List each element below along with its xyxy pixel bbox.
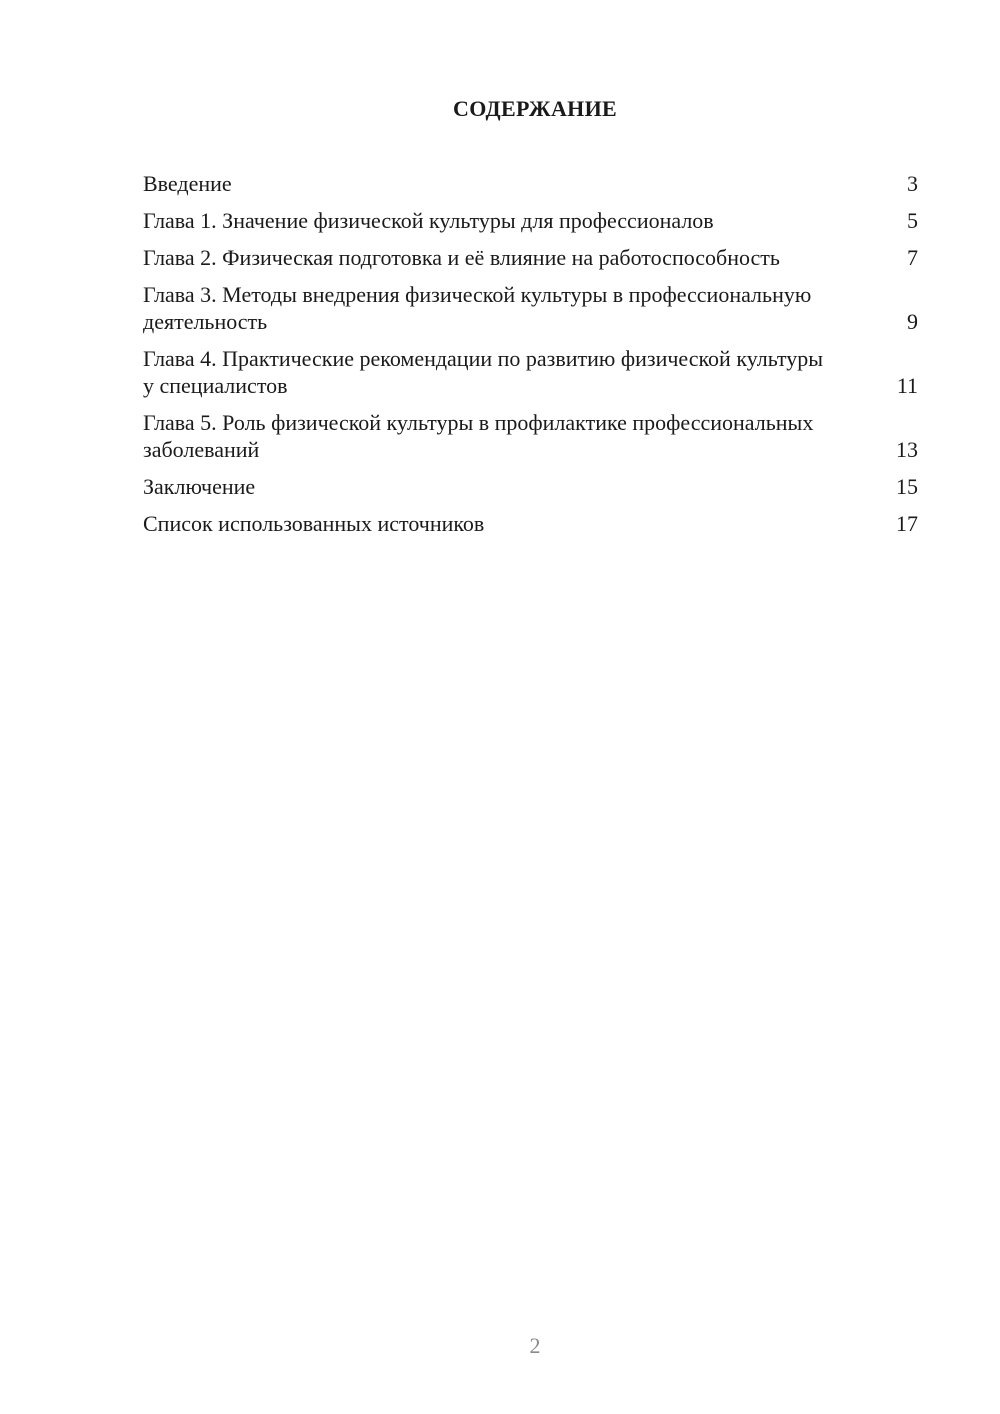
toc-entry-page-number: 17 [896,511,918,536]
toc-entry-chapter-1[interactable] [143,207,918,234]
page-number: 2 [529,1333,541,1358]
toc-entry-page-number: 9 [907,309,918,334]
toc-entry-title: Глава 4. Практические рекомендации по развитию физической культуры у специалистов [143,346,824,398]
toc-entry-title: Введение [143,171,232,196]
toc-entry-chapter-4[interactable] [143,345,918,399]
toc-entry-page-number: 13 [896,437,918,462]
toc-entry-page-number: 3 [907,171,918,196]
toc-entry-title: Заключение [143,474,256,499]
toc-entry-chapter-5[interactable] [143,409,918,463]
toc-entry-title: Глава 2. Физическая подготовка и её влияние на работоспособность [143,245,780,270]
toc-heading: СОДЕРЖАНИЕ [453,96,617,121]
toc-entry-title: Глава 3. Методы внедрения физической культуры в профессиональную деятельность [143,282,812,334]
toc-entry-chapter-2[interactable] [143,244,918,271]
toc-entry-chapter-3[interactable] [143,281,918,335]
toc-entry-title: Глава 1. Значение физической культуры для профессионалов [143,208,714,233]
toc-entry-page-number: 7 [907,245,918,270]
toc-entry-title: Список использованных источников [143,511,485,536]
toc-entry-page-number: 11 [896,373,918,398]
toc-entry-introduction[interactable] [143,170,918,197]
toc-list [143,170,918,547]
toc-entry-conclusion[interactable] [143,473,918,500]
toc-entry-title: Глава 5. Роль физической культуры в профилактике профессиональных заболеваний [143,410,814,462]
toc-entry-references[interactable] [143,510,918,537]
toc-entry-page-number: 5 [907,208,918,233]
toc-entry-page-number: 15 [896,474,918,499]
